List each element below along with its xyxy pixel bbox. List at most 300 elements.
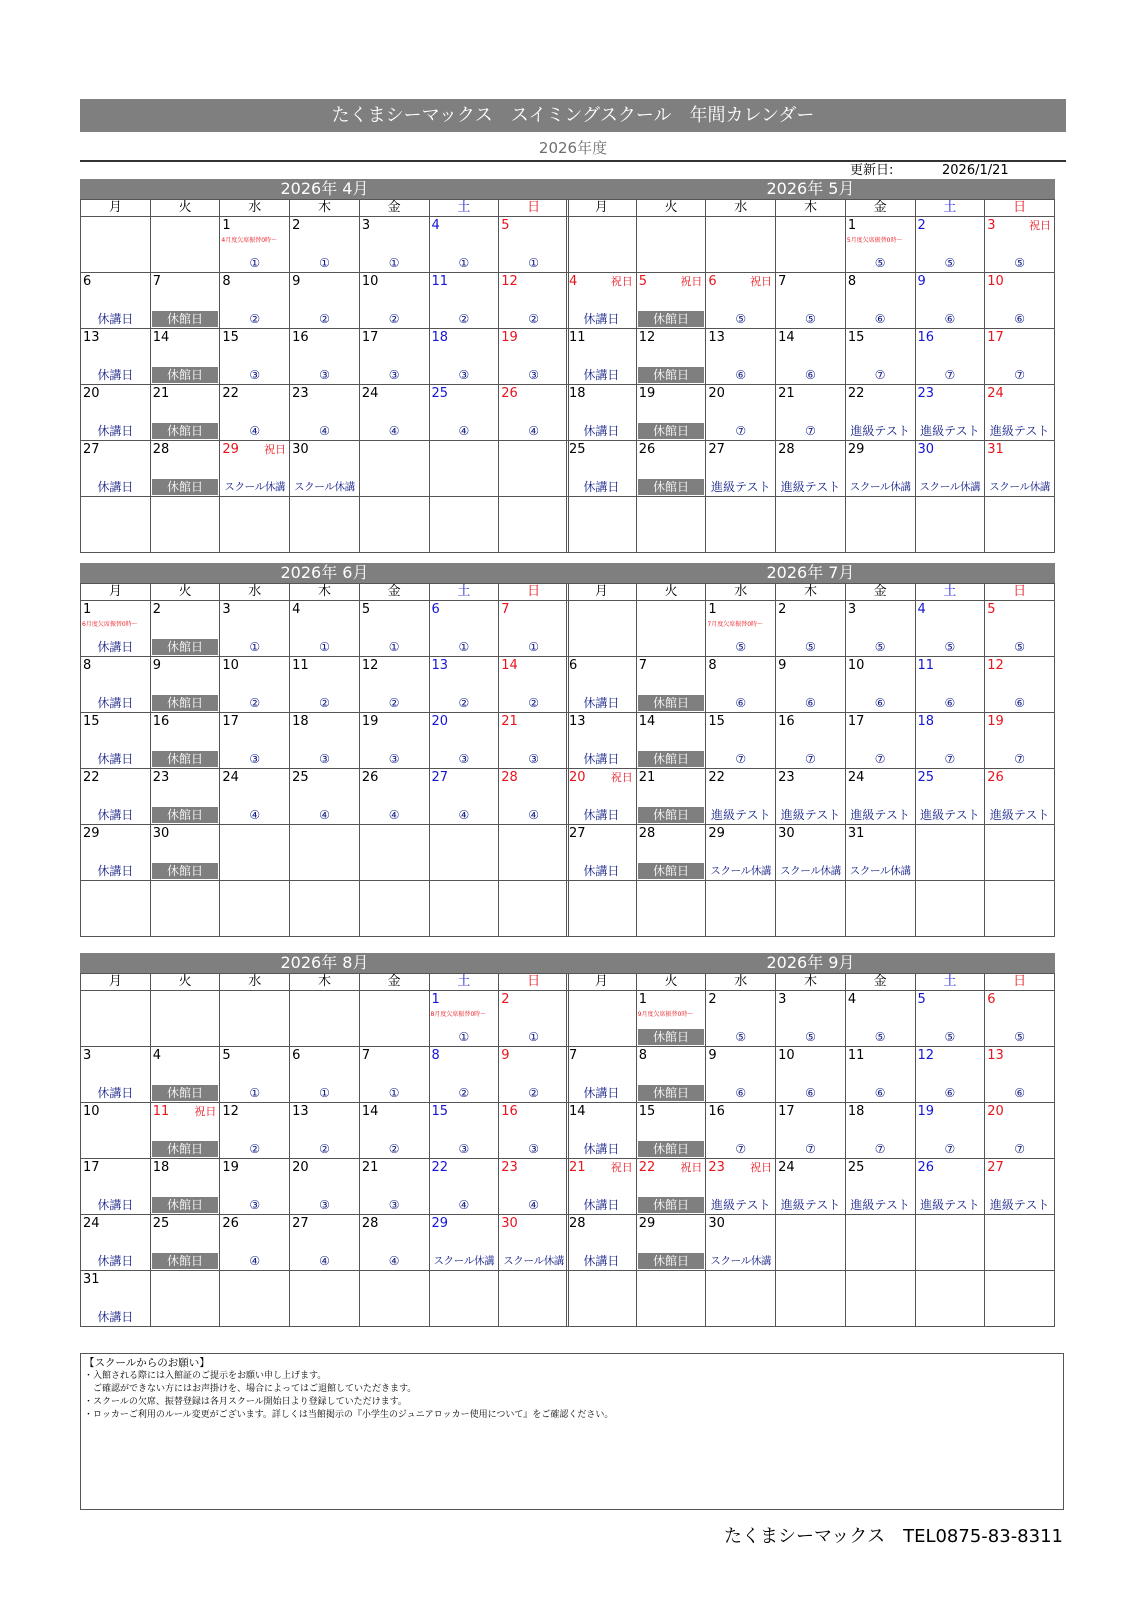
- day-number: 16: [917, 330, 935, 345]
- schedule-label: 休講日: [583, 480, 620, 494]
- day-cell: [429, 329, 499, 385]
- empty-cell: [359, 825, 429, 881]
- day-cell: [150, 1159, 220, 1215]
- day-cell: [359, 1103, 429, 1159]
- day-cell: [706, 441, 776, 497]
- day-number: 5: [917, 992, 926, 1007]
- empty-cell: [985, 825, 1055, 881]
- day-cell: [429, 601, 499, 657]
- empty-cell: [359, 1271, 429, 1327]
- day-number: 20: [708, 386, 725, 401]
- empty-cell: [220, 825, 290, 881]
- schedule-label: 休館日: [638, 1085, 705, 1101]
- week-row: [81, 1159, 569, 1215]
- day-number: 24: [778, 1160, 795, 1175]
- schedule-label: 休講日: [97, 808, 134, 822]
- schedule-label: ⑥: [944, 1086, 956, 1100]
- day-number: 3: [83, 1048, 92, 1063]
- day-cell: [567, 1103, 637, 1159]
- empty-cell: [776, 217, 846, 273]
- day-number: 30: [501, 1216, 518, 1231]
- schedule-label: 休講日: [583, 312, 620, 326]
- schedule-label: ④: [249, 808, 261, 822]
- day-number: 7: [569, 1048, 578, 1063]
- day-cell: [636, 273, 706, 329]
- day-number: 20: [431, 714, 449, 729]
- schedule-label: ④: [319, 1254, 330, 1268]
- makeup-note: 5月度欠席振替0時～: [846, 237, 903, 244]
- empty-cell: [776, 497, 846, 553]
- week-row: [81, 1047, 569, 1103]
- day-number: 16: [708, 1104, 725, 1119]
- schedule-label: ⑥: [1014, 312, 1025, 326]
- day-cell: [150, 825, 220, 881]
- day-cell: [567, 329, 637, 385]
- week-row: [81, 1103, 569, 1159]
- empty-cell: [359, 991, 429, 1047]
- weekday-header: 水: [220, 974, 290, 991]
- empty-cell: [985, 881, 1055, 937]
- day-number: 28: [501, 770, 518, 785]
- day-number: 20: [83, 386, 100, 401]
- day-number: 23: [501, 1160, 518, 1175]
- weekday-header: 金: [359, 584, 429, 601]
- day-cell: [220, 713, 290, 769]
- schedule-label: ⑦: [735, 424, 747, 438]
- day-number: 10: [361, 274, 379, 289]
- schedule-label: ⑦: [805, 424, 816, 438]
- day-number: 27: [708, 442, 725, 457]
- day-cell: [429, 1103, 499, 1159]
- weekday-header: 日: [985, 584, 1055, 601]
- empty-cell: [359, 441, 429, 497]
- day-cell: [985, 273, 1055, 329]
- day-number: 4: [152, 1048, 161, 1063]
- schedule-label: ③: [528, 368, 539, 382]
- day-number: 17: [361, 330, 379, 345]
- schedule-label: ⑤: [735, 1030, 747, 1044]
- day-cell: [220, 1215, 290, 1271]
- day-number: 17: [83, 1160, 100, 1175]
- month-calendar: [566, 953, 1055, 1327]
- month-calendar: [80, 179, 569, 553]
- schedule-label: ②: [458, 312, 470, 326]
- schedule-label: 休館日: [638, 1253, 705, 1269]
- schedule-label: 進級テスト: [850, 808, 910, 822]
- day-number: 23: [292, 386, 309, 401]
- day-number: 18: [292, 714, 309, 729]
- day-number: 30: [292, 442, 309, 457]
- day-cell: [706, 657, 776, 713]
- week-row: [567, 441, 1055, 497]
- empty-cell: [706, 881, 776, 937]
- day-cell: [706, 825, 776, 881]
- day-cell: [150, 1047, 220, 1103]
- schedule-label: 休講日: [97, 1086, 134, 1100]
- day-cell: [845, 273, 915, 329]
- schedule-label: ⑦: [874, 752, 886, 766]
- weekday-header: 月: [81, 200, 151, 217]
- holiday-label: 祝日: [264, 443, 287, 456]
- week-row: [567, 881, 1055, 937]
- day-number: 12: [361, 658, 379, 673]
- empty-cell: [429, 825, 499, 881]
- day-number: 31: [987, 442, 1004, 457]
- empty-cell: [150, 991, 220, 1047]
- day-number: 7: [152, 274, 161, 289]
- day-cell: [499, 1047, 569, 1103]
- schedule-label: 進級テスト: [920, 424, 980, 438]
- day-number: 30: [152, 826, 170, 841]
- schedule-label: 休館日: [638, 367, 705, 383]
- schedule-label: 休館日: [638, 479, 705, 495]
- day-number: 10: [778, 1048, 795, 1063]
- day-number: 8: [638, 1048, 647, 1063]
- day-cell: [81, 1271, 151, 1327]
- day-number: 28: [569, 1216, 586, 1231]
- month-table: [80, 199, 569, 553]
- day-number: 3: [361, 218, 371, 233]
- week-row: [567, 1159, 1055, 1215]
- weekday-header: 土: [429, 974, 499, 991]
- day-number: 9: [292, 274, 301, 289]
- day-number: 29: [847, 442, 865, 457]
- schedule-label: ①: [249, 1086, 261, 1100]
- weekday-header: 木: [776, 200, 846, 217]
- weekday-header: 水: [706, 200, 776, 217]
- schedule-label: ⑥: [874, 312, 886, 326]
- day-cell: [290, 441, 360, 497]
- day-number: 6: [569, 658, 578, 673]
- day-cell: [220, 1047, 290, 1103]
- schedule-label: ⑤: [874, 640, 886, 654]
- empty-cell: [636, 1271, 706, 1327]
- day-cell: [81, 825, 151, 881]
- month-calendar: [566, 563, 1055, 937]
- day-number: 29: [222, 442, 239, 457]
- day-cell: [359, 657, 429, 713]
- day-cell: [220, 329, 290, 385]
- day-number: 12: [638, 330, 656, 345]
- day-cell: [776, 825, 846, 881]
- divider: [80, 160, 1066, 162]
- day-number: 14: [361, 1104, 379, 1119]
- schedule-label: ⑥: [735, 1086, 747, 1100]
- day-number: 7: [361, 1048, 371, 1063]
- updated-label: 更新日:: [850, 163, 894, 178]
- day-cell: [499, 1159, 569, 1215]
- day-number: 23: [152, 770, 170, 785]
- weekday-header: 土: [915, 584, 985, 601]
- empty-cell: [81, 881, 151, 937]
- day-number: 4: [847, 992, 857, 1007]
- day-number: 25: [292, 770, 309, 785]
- day-cell: [81, 441, 151, 497]
- day-number: 20: [292, 1160, 309, 1175]
- day-number: 25: [569, 442, 586, 457]
- day-number: 10: [847, 658, 865, 673]
- day-cell: [429, 273, 499, 329]
- day-number: 4: [431, 218, 440, 233]
- schedule-label: ①: [388, 256, 400, 270]
- schedule-label: 休講日: [583, 368, 620, 382]
- schedule-label: 休講日: [97, 480, 134, 494]
- empty-cell: [985, 1215, 1055, 1271]
- month-calendar: [80, 953, 569, 1327]
- empty-cell: [567, 497, 637, 553]
- day-cell: [706, 385, 776, 441]
- week-row: [81, 497, 569, 553]
- day-cell: [776, 657, 846, 713]
- empty-cell: [429, 1271, 499, 1327]
- day-cell: [359, 329, 429, 385]
- day-number: 15: [847, 330, 865, 345]
- schedule-label: 進級テスト: [850, 1198, 910, 1212]
- day-cell: [985, 1047, 1055, 1103]
- empty-cell: [636, 601, 706, 657]
- day-number: 27: [569, 826, 586, 841]
- day-number: 1: [222, 218, 231, 233]
- notice-line: ・ロッカーご利用のルール変更がございます。詳しくは当館掲示の『小学生のジュニアロッカー使用について』をご確認ください。: [84, 1410, 614, 1420]
- day-number: 25: [431, 386, 449, 401]
- day-number: 2: [708, 992, 717, 1007]
- day-number: 25: [847, 1160, 865, 1175]
- day-cell: [706, 601, 776, 657]
- day-cell: [776, 1159, 846, 1215]
- empty-cell: [636, 881, 706, 937]
- empty-cell: [81, 991, 151, 1047]
- schedule-label: 休講日: [583, 1142, 620, 1156]
- schedule-label: ③: [388, 1198, 400, 1212]
- schedule-label: スクール休講: [710, 1255, 772, 1267]
- fiscal-year: 2026年度: [538, 139, 608, 157]
- day-number: 11: [431, 274, 449, 289]
- day-cell: [429, 769, 499, 825]
- schedule-label: ⑥: [735, 368, 747, 382]
- day-cell: [429, 1159, 499, 1215]
- day-number: 12: [501, 274, 518, 289]
- week-row: [81, 881, 569, 937]
- schedule-label: ①: [528, 1030, 539, 1044]
- day-cell: [985, 601, 1055, 657]
- empty-cell: [985, 1271, 1055, 1327]
- day-cell: [290, 217, 360, 273]
- day-cell: [915, 385, 985, 441]
- day-number: 11: [569, 330, 586, 345]
- day-cell: [636, 1215, 706, 1271]
- empty-cell: [499, 825, 569, 881]
- day-number: 9: [778, 658, 787, 673]
- weekday-header: 月: [567, 584, 637, 601]
- day-cell: [499, 385, 569, 441]
- day-cell: [429, 1215, 499, 1271]
- day-cell: [776, 713, 846, 769]
- day-cell: [150, 329, 220, 385]
- schedule-label: 休講日: [97, 312, 134, 326]
- day-number: 26: [638, 442, 656, 457]
- schedule-label: ②: [319, 696, 330, 710]
- day-number: 21: [638, 770, 656, 785]
- schedule-label: ⑤: [735, 312, 747, 326]
- schedule-label: ⑤: [805, 640, 816, 654]
- notice-box: [80, 1353, 1064, 1510]
- day-number: 8: [708, 658, 717, 673]
- schedule-label: ⑦: [735, 1142, 747, 1156]
- day-number: 26: [987, 770, 1004, 785]
- schedule-label: 休館日: [638, 423, 705, 439]
- schedule-label: ②: [249, 696, 261, 710]
- schedule-label: ⑥: [805, 1086, 816, 1100]
- day-number: 10: [83, 1104, 100, 1119]
- schedule-label: ⑤: [1014, 256, 1025, 270]
- day-number: 1: [847, 218, 857, 233]
- day-cell: [776, 991, 846, 1047]
- day-number: 26: [917, 1160, 935, 1175]
- day-number: 31: [83, 1272, 100, 1287]
- day-cell: [290, 713, 360, 769]
- day-number: 19: [501, 330, 518, 345]
- day-cell: [915, 713, 985, 769]
- day-number: 15: [708, 714, 725, 729]
- week-row: [567, 497, 1055, 553]
- day-number: 12: [987, 658, 1004, 673]
- day-cell: [429, 1047, 499, 1103]
- weekday-header: 木: [290, 974, 360, 991]
- footer-contact: たくまシーマックス TEL0875-83-8311: [723, 1526, 1063, 1547]
- week-row: [81, 713, 569, 769]
- schedule-label: ④: [458, 1198, 470, 1212]
- day-number: 1: [708, 602, 717, 617]
- schedule-label: 進級テスト: [920, 808, 980, 822]
- day-number: 17: [778, 1104, 795, 1119]
- month-table: [80, 973, 569, 1327]
- day-number: 18: [431, 330, 449, 345]
- schedule-label: ①: [319, 640, 330, 654]
- day-number: 19: [361, 714, 379, 729]
- day-cell: [776, 601, 846, 657]
- day-cell: [290, 601, 360, 657]
- schedule-label: ⑦: [944, 1142, 956, 1156]
- weekday-header: 火: [150, 974, 220, 991]
- schedule-label: ③: [388, 752, 400, 766]
- schedule-label: ⑤: [1014, 1030, 1025, 1044]
- schedule-label: 休講日: [97, 864, 134, 878]
- schedule-label: 休館日: [152, 1141, 219, 1157]
- weekday-header: 土: [915, 974, 985, 991]
- day-number: 14: [778, 330, 795, 345]
- schedule-label: 進級テスト: [920, 1198, 980, 1212]
- schedule-label: 進級テスト: [710, 808, 771, 822]
- schedule-label: 休館日: [152, 695, 219, 711]
- schedule-label: 進級テスト: [780, 1198, 841, 1212]
- day-number: 14: [501, 658, 518, 673]
- day-number: 30: [917, 442, 935, 457]
- schedule-label: 進級テスト: [780, 808, 841, 822]
- schedule-label: ⑦: [1014, 752, 1025, 766]
- weekday-header: 日: [985, 974, 1055, 991]
- day-cell: [985, 1103, 1055, 1159]
- schedule-label: 休館日: [152, 423, 219, 439]
- week-row: [81, 217, 569, 273]
- schedule-label: スクール休講: [710, 865, 772, 877]
- day-cell: [706, 1103, 776, 1159]
- day-number: 4: [569, 274, 578, 289]
- day-cell: [915, 441, 985, 497]
- schedule-label: ④: [388, 808, 400, 822]
- day-cell: [220, 273, 290, 329]
- weekday-header: 月: [81, 974, 151, 991]
- day-cell: [567, 441, 637, 497]
- schedule-label: ④: [458, 808, 470, 822]
- schedule-label: 進級テスト: [989, 808, 1050, 822]
- makeup-note: 7月度欠席振替0時～: [707, 621, 764, 628]
- day-cell: [359, 1215, 429, 1271]
- schedule-label: ②: [458, 696, 470, 710]
- day-cell: [81, 273, 151, 329]
- schedule-label: ①: [458, 640, 470, 654]
- holiday-label: 祝日: [610, 275, 633, 288]
- schedule-label: ①: [319, 256, 330, 270]
- weekday-header: 月: [567, 974, 637, 991]
- empty-cell: [429, 497, 499, 553]
- empty-cell: [567, 601, 637, 657]
- month-calendar: [80, 563, 569, 937]
- day-cell: [290, 385, 360, 441]
- schedule-label: ⑥: [735, 696, 747, 710]
- day-cell: [845, 769, 915, 825]
- day-number: 13: [431, 658, 449, 673]
- day-number: 3: [987, 218, 996, 233]
- day-cell: [220, 385, 290, 441]
- empty-cell: [429, 441, 499, 497]
- day-cell: [290, 1047, 360, 1103]
- schedule-label: ③: [528, 752, 539, 766]
- weekday-header: 金: [359, 200, 429, 217]
- day-cell: [220, 769, 290, 825]
- day-cell: [636, 1103, 706, 1159]
- schedule-label: ⑤: [805, 1030, 816, 1044]
- day-number: 11: [847, 1048, 865, 1063]
- week-row: [567, 329, 1055, 385]
- weekday-header: 火: [636, 584, 706, 601]
- day-number: 13: [708, 330, 725, 345]
- day-number: 25: [917, 770, 935, 785]
- day-cell: [150, 385, 220, 441]
- schedule-label: ⑥: [805, 368, 816, 382]
- day-cell: [776, 1103, 846, 1159]
- schedule-label: ⑦: [1014, 368, 1025, 382]
- schedule-label: ⑤: [874, 256, 886, 270]
- day-number: 9: [708, 1048, 717, 1063]
- week-row: [81, 329, 569, 385]
- weekday-header: 月: [81, 584, 151, 601]
- month-table: [566, 199, 1055, 553]
- week-row: [567, 1047, 1055, 1103]
- day-cell: [290, 1215, 360, 1271]
- day-number: 22: [638, 1160, 656, 1175]
- day-cell: [706, 769, 776, 825]
- schedule-label: 休講日: [97, 696, 134, 710]
- schedule-label: ②: [249, 312, 261, 326]
- day-number: 10: [222, 658, 239, 673]
- day-cell: [636, 441, 706, 497]
- schedule-label: 進級テスト: [780, 480, 841, 494]
- schedule-label: 休館日: [152, 863, 219, 879]
- holiday-label: 祝日: [750, 275, 773, 288]
- day-cell: [81, 713, 151, 769]
- day-number: 29: [638, 1216, 656, 1231]
- schedule-label: 休館日: [638, 807, 705, 823]
